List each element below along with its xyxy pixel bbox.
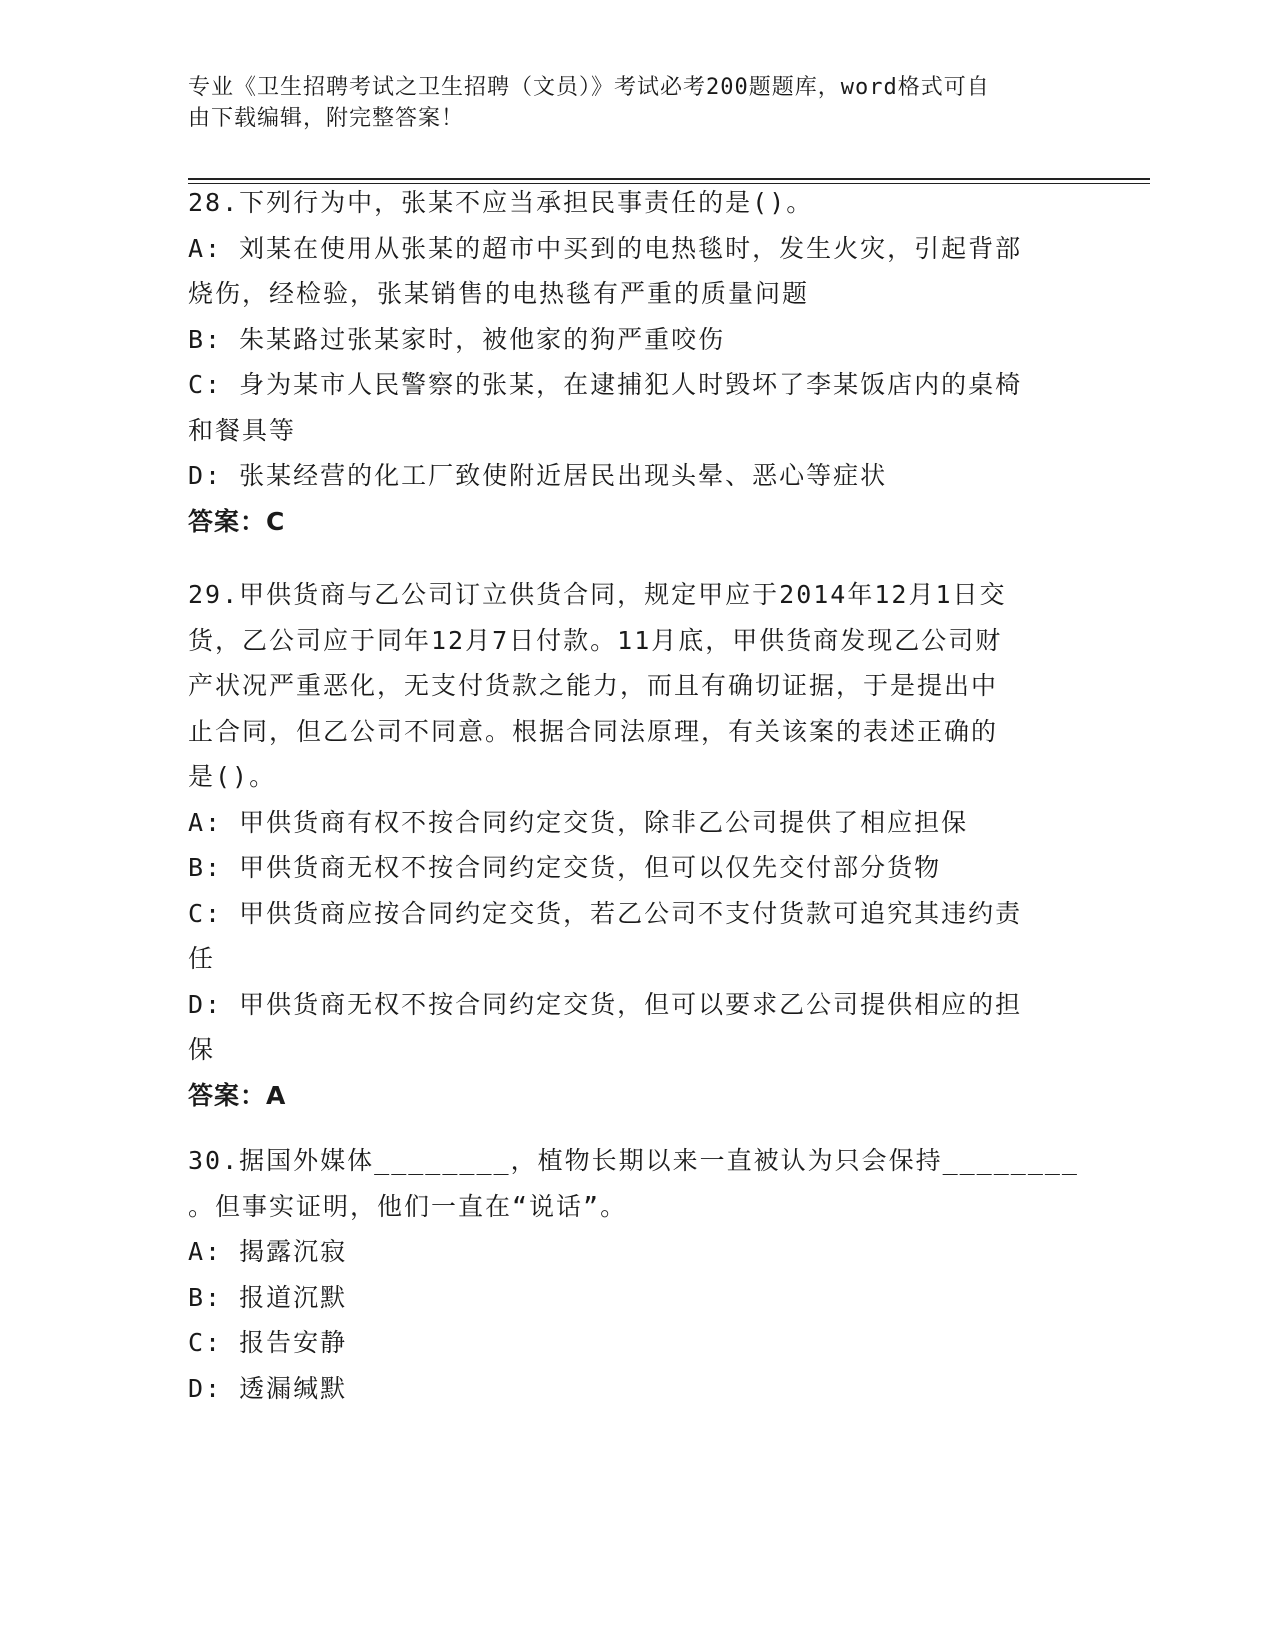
question-stem-line: 止合同，但乙公司不同意。根据合同法原理，有关该案的表述正确的 — [188, 716, 999, 746]
question-stem-line: 货，乙公司应于同年12月7日付款。11月底，甲供货商发现乙公司财 — [188, 625, 1003, 655]
question-stem-line: 28.下列行为中，张某不应当承担民事责任的是()。 — [188, 188, 814, 217]
option-d-line: D: 张某经营的化工厂致使附近居民出现头晕、恶心等症状 — [188, 461, 888, 490]
question-stem-line: 产状况严重恶化，无支付货款之能力，而且有确切证据，于是提出中 — [188, 671, 999, 700]
option-a-line: A: 甲供货商有权不按合同约定交货，除非乙公司提供了相应担保 — [188, 807, 969, 837]
option-c-line: 任 — [188, 944, 216, 973]
option-c-line: C: 身为某市人民警察的张某，在逮捕犯人时毁坏了李某饭店内的桌椅 — [188, 370, 1023, 399]
answer-label: 答案：A — [188, 1080, 287, 1110]
question-stem-line: 29.甲供货商与乙公司订立供货合同，规定甲应于2014年12月1日交 — [188, 580, 1007, 609]
option-a-line: 烧伤，经检验，张某销售的电热毯有严重的质量问题 — [188, 279, 810, 308]
option-b-line: B: 朱某路过张某家时，被他家的狗严重咬伤 — [188, 324, 726, 354]
option-d-line: D: 甲供货商无权不按合同约定交货，但可以要求乙公司提供相应的担 — [188, 989, 1023, 1019]
option-b-line: B: 甲供货商无权不按合同约定交货，但可以仅先交付部分货物 — [188, 853, 942, 882]
option-c-line: 和餐具等 — [188, 415, 297, 445]
option-b-line: B: 报道沉默 — [188, 1282, 348, 1312]
question-stem-line: 。但事实证明，他们一直在“说话”。 — [188, 1191, 628, 1221]
option-d-line: 保 — [188, 1035, 216, 1064]
option-a-line: A: 揭露沉寂 — [188, 1237, 348, 1266]
header-line-2: 由下载编辑，附完整答案！ — [188, 106, 465, 131]
answer-label: 答案：C — [188, 506, 286, 536]
question-stem-line: 是()。 — [188, 762, 277, 791]
question-30 — [188, 1138, 1088, 1411]
document-header — [188, 72, 1068, 134]
question-28 — [188, 180, 1088, 544]
option-c-line: C: 甲供货商应按合同约定交货，若乙公司不支付货款可追究其违约责 — [188, 898, 1023, 928]
option-c-line: C: 报告安静 — [188, 1328, 348, 1357]
option-d-line: D: 透漏缄默 — [188, 1373, 348, 1403]
question-stem-line: 30.据国外媒体________，植物长期以来一直被认为只会保持________ — [188, 1146, 1079, 1175]
header-line-1: 专业《卫生招聘考试之卫生招聘（文员）》考试必考200题题库，word格式可自 — [188, 75, 990, 100]
question-29 — [188, 572, 1088, 1118]
option-a-line: A: 刘某在使用从张某的超市中买到的电热毯时，发生火灾，引起背部 — [188, 233, 1023, 263]
